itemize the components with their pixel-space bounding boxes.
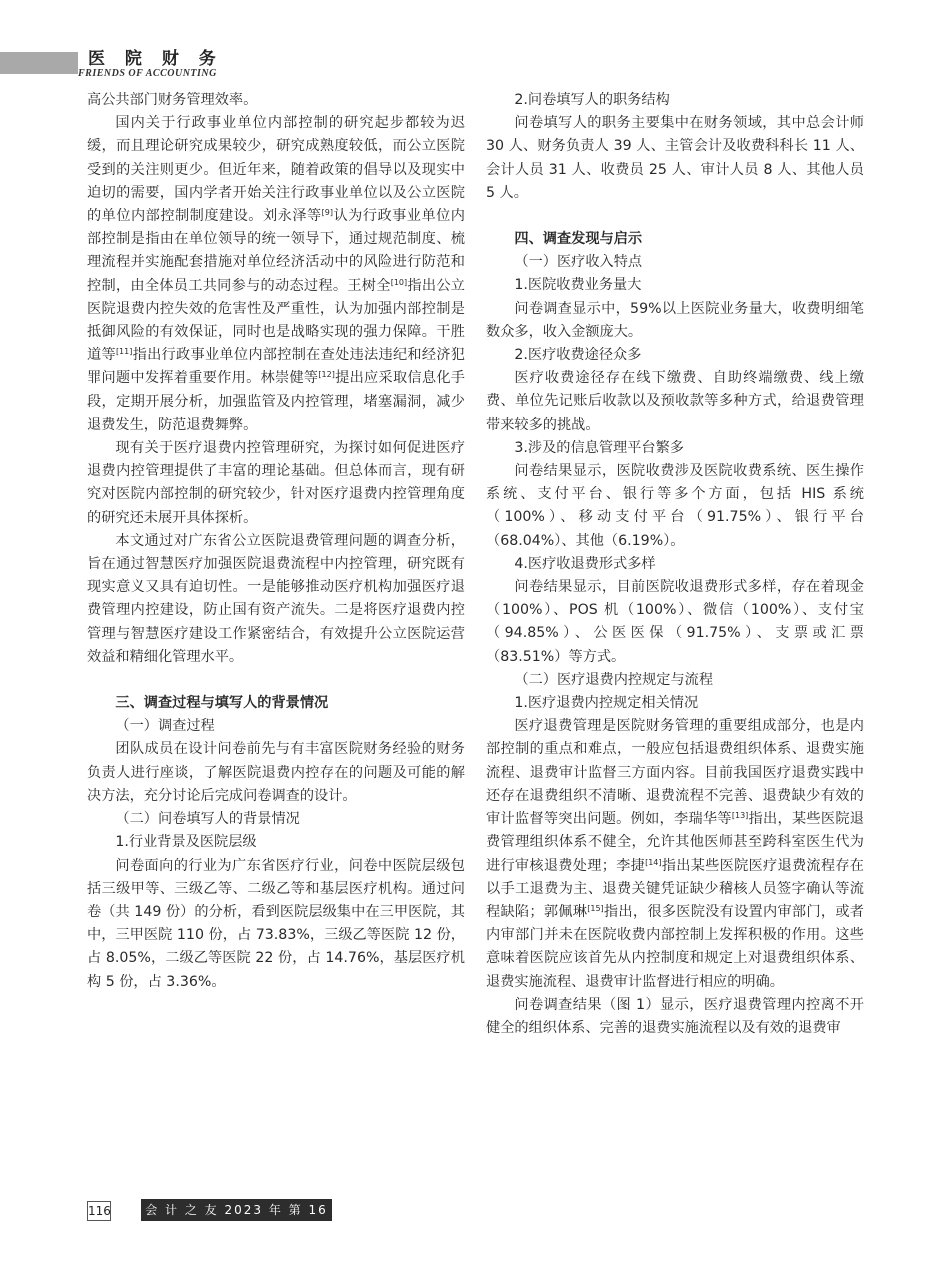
header-decor-bar bbox=[0, 52, 78, 74]
paragraph: 高公共部门财务管理效率。 bbox=[87, 92, 258, 108]
paragraph: 医疗退费管理是医院财务管理的重要组成部分，也是内部控制的重点和难点，一般应包括退费组织体系、退费实施流程、退费审计监督三方面内容。目前我国医疗退费实践中还存在退费组织不清晰、退费流程不完善、退费缺少有效的审计监督等突出问题。例如，李瑞华等[13]指出，某些医院退费管理组织体系不健全，允许其他医师甚至跨科室医生代为进行审核退费处理；李捷[14]指出某些医院医疗退费流程存在以手工退费为主、退费关键凭证缺少稽核人员签字确认等流程缺陷；郭佩琳[15]指出，很多医院没有设置内审部门，或者内审部门并未在医院收费内部控制上发挥积极的作用。这些意味着医院应该首先从内控制度和规定上对退费组织体系、退费实施流程、退费审计监督进行相应的明确。 bbox=[486, 718, 864, 990]
section-heading: 三、调查过程与填写人的背景情况 bbox=[115, 695, 329, 712]
paragraph: 医疗收费途径存在线下缴费、自助终端缴费、线上缴费、单位先记账后收款以及预收款等多种方式，给退费管理带来较多的挑战。 bbox=[486, 370, 864, 433]
subsection-heading: （二）问卷填写人的背景情况 bbox=[115, 811, 300, 828]
paragraph: 问卷调查结果（图 1）显示，医疗退费管理内控离不开健全的组织体系、完善的退费实施流程以及有效的退费审 bbox=[486, 996, 864, 1036]
item-heading: 1.医疗退费内控规定相关情况 bbox=[514, 695, 699, 712]
section-heading: 四、调查发现与启示 bbox=[514, 231, 643, 248]
paragraph: 现有关于医疗退费内控管理研究，为探讨如何促进医疗退费内控管理提供了丰富的理论基础。但总体而言，现有研究对医院内部控制的研究较少，针对医疗退费内控管理角度的研究还未展开具体探析。 bbox=[87, 440, 465, 526]
citation: [13] bbox=[731, 811, 749, 821]
item-heading: 2.问卷填写人的职务结构 bbox=[514, 92, 670, 108]
paragraph: 本文通过对广东省公立医院退费管理问题的调查分析，旨在通过智慧医疗加强医院退费流程中内控管理，研究既有现实意义又具有迫切性。一是能够推动医疗机构加强医疗退费管理内控建设，防止国有资产流失。二是将医疗退费内控管理与智慧医疗建设工作紧密结合，有效提升公立医院运营效益和精细化管理水平。 bbox=[87, 532, 465, 665]
item-heading: 1.医院收费业务量大 bbox=[514, 277, 642, 294]
page-number: 116 bbox=[87, 1201, 111, 1221]
item-heading: 2.医疗收费途径众多 bbox=[514, 347, 642, 364]
citation: [12] bbox=[318, 370, 335, 380]
paragraph: 问卷结果显示，医院收费涉及医院收费系统、医生操作系统、支付平台、银行等多个方面，包括 HIS 系统（100%）、移动支付平台（91.75%）、银行平台（68.04%）、其他（6.19%）。 bbox=[486, 463, 864, 549]
subsection-heading: （一）调查过程 bbox=[115, 718, 215, 735]
paragraph: 团队成员在设计问卷前先与有丰富医院财务经验的财务负责人进行座谈，了解医院退费内控存在的问题及可能的解决方法，充分讨论后完成问卷调查的设计。 bbox=[87, 741, 465, 804]
subsection-heading: （一）医疗收入特点 bbox=[514, 254, 643, 271]
paragraph: 问卷面向的行业为广东省医疗行业，问卷中医院层级包括三级甲等、三级乙等、二级乙等和基层医疗机构。通过问卷（共 149 份）的分析，看到医院层级集中在三甲医院，其中，三甲医院 110 份，占 73.83%，三级乙等医院 12 份，占 8.05%，二级乙等医院 22 份，占 14.76%，基层医疗机构 5 份，占 3.36%。 bbox=[87, 857, 465, 990]
item-heading: 1.行业背景及医院层级 bbox=[115, 834, 257, 851]
citation: [10] bbox=[390, 277, 408, 287]
citation: [9] bbox=[321, 208, 333, 218]
journal-subtitle: FRIENDS OF ACCOUNTING bbox=[78, 68, 217, 79]
paragraph: 问卷结果显示，目前医院收退费形式多样，存在着现金（100%）、POS 机（100%）、微信（100%）、支付宝（94.85%）、公医医保（91.75%）、支票或汇票（83.51%）等方式。 bbox=[486, 579, 864, 665]
citation: [11] bbox=[115, 347, 133, 357]
left-column bbox=[87, 89, 465, 994]
paragraph: 国内关于行政事业单位内部控制的研究起步都较为迟缓，而且理论研究成果较少，研究成熟度较低，而公立医院受到的关注则更少。但近年来，随着政策的倡导以及现实中迫切的需要，国内学者开始关注行政事业单位以及公立医院的单位内部控制制度建设。刘永泽等[9]认为行政事业单位内部控制是指由在单位领导的统一领导下，通过规范制度、梳理流程并实施配套措施对单位经济活动中的风险进行防范和控制，由全体员工共同参与的动态过程。王树全[10]指出公立医院退费内控失效的危害性及严重性，认为加强内部控制是抵御风险的有效保证，同时也是战略实现的强力保障。干胜道等[11]指出行政事业单位内部控制在查处违法违纪和经济犯罪问题中发挥着重要作用。林崇健等[12]提出应采取信息化手段，定期开展分析，加强监管及内控管理，堵塞漏洞，减少退费发生，防范退费舞弊。 bbox=[87, 115, 465, 433]
subsection-heading: （二）医疗退费内控规定与流程 bbox=[514, 671, 714, 688]
paragraph: 问卷填写人的职务主要集中在财务领域，其中总会计师 30 人、财务负责人 39 人、主管会计及收费科科长 11 人、会计人员 31 人、收费员 25 人、审计人员 8 人、其他人员 5 人。 bbox=[486, 115, 864, 201]
journal-issue-label: 会 计 之 友 2023 年 第 16 期 bbox=[141, 1199, 332, 1221]
right-column bbox=[486, 89, 864, 1040]
journal-section-title: 医 院 财 务 bbox=[88, 49, 223, 69]
citation: [15] bbox=[587, 903, 604, 913]
item-heading: 4.医疗收退费形式多样 bbox=[514, 555, 656, 572]
item-heading: 3.涉及的信息管理平台繁多 bbox=[514, 439, 684, 456]
paragraph: 问卷调查显示中，59%以上医院业务量大，收费明细笔数众多，收入金额庞大。 bbox=[486, 300, 864, 340]
citation: [14] bbox=[645, 857, 662, 867]
